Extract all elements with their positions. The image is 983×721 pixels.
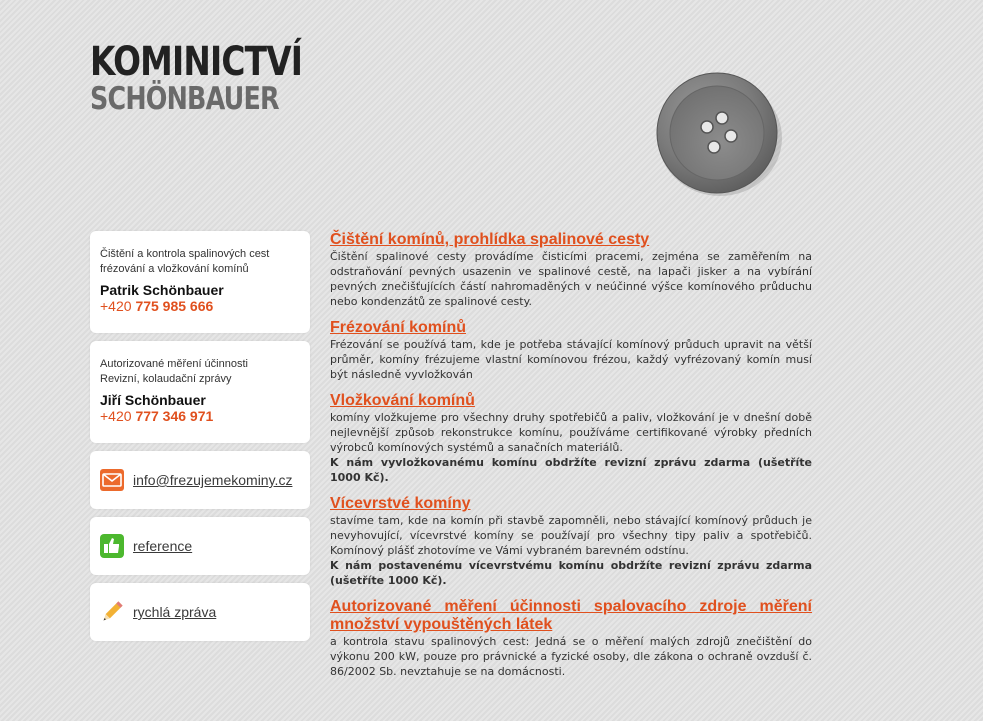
section-text: komíny vložkujeme pro všechny druhy spotřebičů a paliv, vložkování je v dnešní době nejlevnější způsob rekonstrukce komínu, používáme certifikované výrobky předních výrobců komínových systémů a sanačních materiálů. — [330, 411, 812, 454]
section-title-link[interactable]: Vícevrstvé komíny — [330, 495, 471, 512]
section-text: Frézování se používá tam, kde je potřeba stávající komínový průduch upravit na větší průměr, komíny frézujeme vlastní komínovou frézou, každý vyfrézovaný komín musí být následně vyvložkován — [330, 338, 812, 381]
contact-card-patrik — [90, 231, 310, 333]
logo-title: KOMINICTVÍ — [90, 39, 303, 85]
reference-link[interactable]: reference — [133, 538, 193, 554]
email-link-card[interactable] — [90, 451, 310, 509]
phone-prefix: +420 — [100, 298, 132, 314]
pencil-icon — [100, 600, 124, 624]
main-content — [330, 231, 812, 689]
phone-prefix: +420 — [100, 408, 132, 424]
sewing-button-icon — [648, 70, 788, 200]
site-logo[interactable] — [90, 39, 303, 117]
service-section — [330, 495, 812, 588]
thumbs-up-icon — [100, 534, 124, 558]
service-section — [330, 598, 812, 679]
contact-desc-line: Čištění a kontrola spalinových cest — [100, 248, 270, 260]
section-title-link[interactable]: Vložkování komínů — [330, 392, 475, 409]
contact-desc-line: Revizní, kolaudační zprávy — [100, 373, 232, 385]
service-section — [330, 392, 812, 485]
service-section — [330, 319, 812, 382]
reference-link-card[interactable] — [90, 517, 310, 575]
service-section — [330, 231, 812, 309]
contact-phone[interactable] — [100, 298, 300, 315]
envelope-icon — [100, 468, 124, 492]
section-title-link[interactable]: Frézování komínů — [330, 319, 467, 336]
contact-desc-line: frézování a vložkování komínů — [100, 263, 249, 275]
section-text: Čištění spalinové cesty provádíme čisticími pracemi, zejména se zaměřením na odstraňování pevných usazenin ve spalinové cestě, na lapači jisker a na vybírání pevných znečišťujících částí nahromaděných v neúčinné výšce komínového průduchu nebo kondenzátů ze spalinové cesty. — [330, 250, 812, 308]
contact-name: Patrik Schönbauer — [100, 282, 224, 298]
contact-phone[interactable] — [100, 408, 300, 425]
contact-desc-line: Autorizované měření účinnosti — [100, 358, 248, 370]
contact-description — [100, 247, 300, 277]
phone-number: 775 985 666 — [135, 298, 214, 314]
section-title-link[interactable]: Autorizované měření účinnosti spalovacího zdroje měření množství vypouštěných látek — [330, 598, 812, 633]
section-title-link[interactable]: Čištění komínů, prohlídka spalinové cesty — [330, 231, 650, 248]
contact-card-jiri — [90, 341, 310, 443]
section-highlight: K nám vyvložkovanému komínu obdržíte revizní zprávu zdarma (ušetříte 1000 Kč). — [330, 456, 812, 484]
section-highlight: K nám postavenému vícevrstvému komínu obdržíte revizní zprávu zdarma (ušetříte 1000 Kč). — [330, 559, 812, 587]
phone-number: 777 346 971 — [135, 408, 214, 424]
section-text: stavíme tam, kde na komín při stavbě zapomněli, nebo stávající komínový průduch je nevyhovující, vícevrstvé komíny se používají pro všechny tipy paliv a spotřebičů. Komínový plášť zhotovíme ve Vámi vybraném barevném odstínu. — [330, 514, 812, 557]
contact-description — [100, 357, 300, 387]
section-text: a kontrola stavu spalinových cest: Jedná se o měření malých zdrojů znečištění do výkonu 200 kW, pouze pro právnické a fyzické osoby, dle zákona o ochraně ovzduší č. 86/2002 Sb. nevztahuje se na domácnosti. — [330, 635, 812, 678]
message-link[interactable]: rychlá zpráva — [133, 604, 217, 620]
contact-name: Jiří Schönbauer — [100, 392, 206, 408]
message-link-card[interactable] — [90, 583, 310, 641]
logo-subtitle: SCHÖNBAUER — [90, 81, 279, 117]
email-link[interactable]: info@frezujemekominy.cz — [133, 472, 293, 488]
